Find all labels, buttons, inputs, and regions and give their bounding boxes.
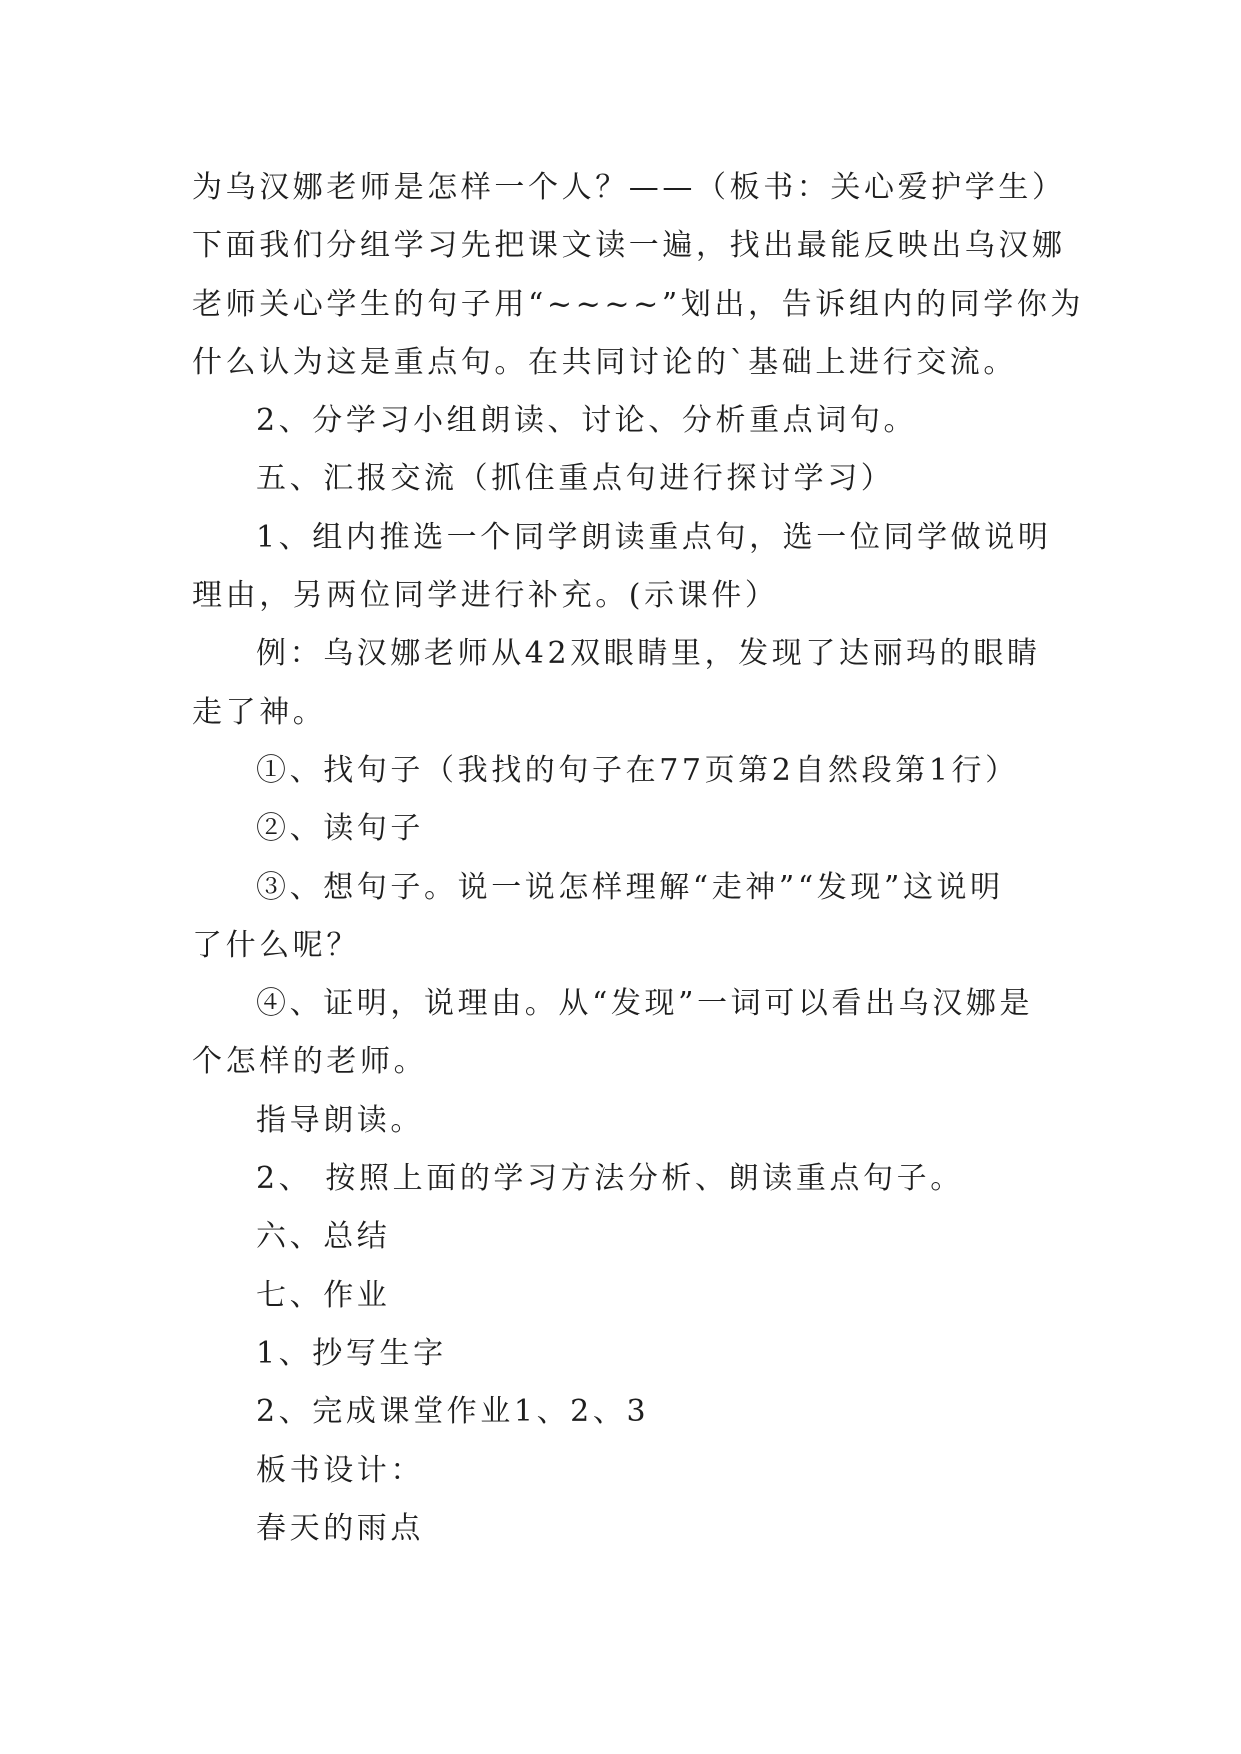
text-line-4: 什么认为这是重点句。在共同讨论的`基础上进行交流。 [192,344,1017,380]
text-line-18: 2、 按照上面的学习方法分析、朗读重点句子。 [256,1161,964,1197]
text-line-5: 2、分学习小组朗读、讨论、分析重点词句。 [256,403,918,439]
section-heading-report: 五、汇报交流（抓住重点句进行探讨学习） [256,461,895,497]
board-design-title: 春天的雨点 [256,1510,424,1546]
step-think-sentence-cont: 了什么呢？ [192,927,360,963]
text-line-8: 理由，另两位同学进行补充。(示课件） [192,578,779,614]
step-prove: ④、证明，说理由。从“发现”一词可以看出乌汉娜是 [256,986,1034,1022]
step-find-sentence: ①、找句子（我找的句子在77页第2自然段第1行） [256,752,1019,788]
guided-reading: 指导朗读。 [256,1102,424,1138]
document-body [192,159,1085,1558]
section-heading-summary: 六、总结 [256,1219,391,1255]
step-prove-cont: 个怎样的老师。 [192,1044,428,1080]
text-line-3: 老师关心学生的句子用“~~~~”划出，告诉组内的同学你为 [192,286,1085,322]
step-think-sentence: ③、想句子。说一说怎样理解“走神”“发现”这说明 [256,869,1004,905]
text-line-7: 1、组内推选一个同学朗读重点句，选一位同学做说明 [256,519,1052,555]
step-read-sentence: ②、读句子 [256,811,424,847]
homework-item-2: 2、完成课堂作业1、2、3 [256,1394,650,1430]
text-line-1: 为乌汉娜老师是怎样一个人？——（板书：关心爱护学生） [192,170,1066,205]
text-line-2: 下面我们分组学习先把课文读一遍，找出最能反映出乌汉娜 [192,228,1066,264]
homework-item-1: 1、抄写生字 [256,1335,447,1371]
example-line-2: 走了神。 [192,694,327,730]
board-design-label: 板书设计： [256,1452,424,1488]
section-heading-homework: 七、作业 [256,1277,391,1313]
example-line-1: 例：乌汉娜老师从42双眼睛里，发现了达丽玛的眼睛 [256,636,1041,672]
